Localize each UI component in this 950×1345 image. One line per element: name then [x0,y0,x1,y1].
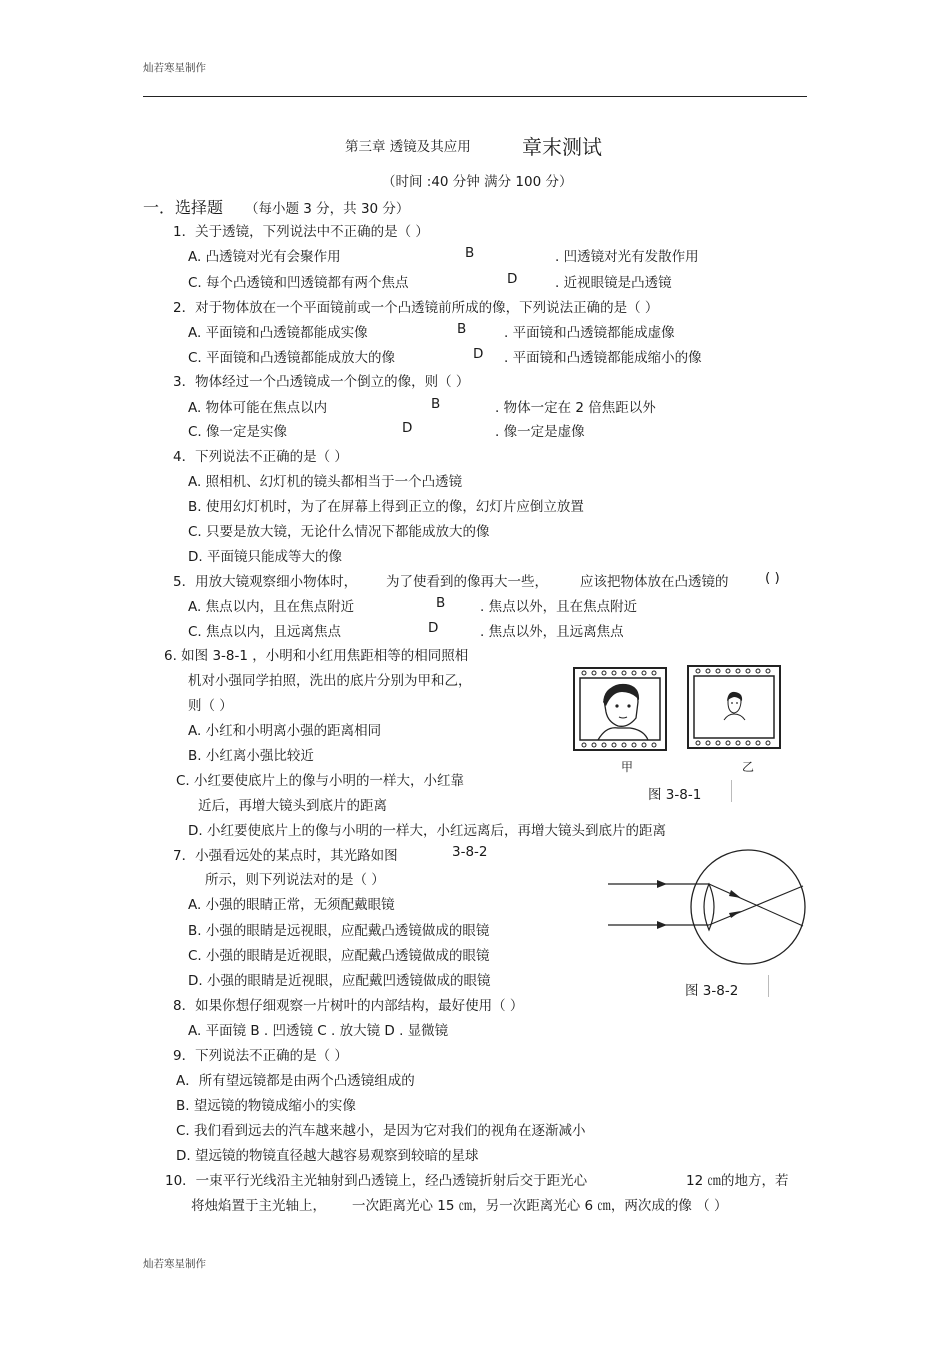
footer-watermark: 灿若寒星制作 [143,1258,206,1270]
q5-option-a: A. 焦点以内，且在焦点附近 [188,599,355,615]
q6-option-d: D. 小红要使底片上的像与小明的一样大，小红远离后，再增大镜头到底片的距离 [188,823,666,839]
q5-answer-paren: ( ) [765,570,780,586]
q7-option-b: B. 小强的眼睛是远视眼，应配戴凸透镜做成的眼镜 [188,923,490,939]
film-negatives-figure [570,660,790,760]
q1-option-c: C. 每个凸透镜和凹透镜都有两个焦点 [188,275,409,291]
q7-option-d: D. 小强的眼睛是近视眼，应配戴凹透镜做成的眼镜 [188,973,491,989]
q5-stem-part3: 应该把物体放在凸透镜的 [580,574,729,590]
q5-option-c: C. 焦点以内，且远离焦点 [188,624,342,640]
header-watermark: 灿若寒星制作 [143,62,206,74]
q4-option-b: B. 使用幻灯机时，为了在屏幕上得到正立的像，幻灯片应倒立放置 [188,499,584,515]
q9-option-c: C. 我们看到远去的汽车越来越小，是因为它对我们的视角在逐渐减小 [176,1123,586,1139]
q10-stem-line1a: 10．一束平行光线沿主光轴射到凸透镜上，经凸透镜折射后交于距光心 [165,1173,588,1189]
q1-option-b: . 凹透镜对光有发散作用 [555,249,699,265]
q4-option-d: D. 平面镜只能成等大的像 [188,549,342,565]
fig2-caption: 图 3-8-2 [685,983,739,999]
test-title: 章末测试 [522,135,602,159]
q7-option-c: C. 小强的眼睛是近视眼，应配戴凸透镜做成的眼镜 [188,948,490,964]
q5-option-d: . 焦点以外，且远离焦点 [480,624,624,640]
q1-option-d-letter: D [507,271,518,287]
q5-option-b: . 焦点以外，且在焦点附近 [480,599,638,615]
q6-stem-line1: 6. 如图 3-8-1 ，小明和小红用焦距相等的相同照相 [164,648,469,664]
q3-option-b: . 物体一定在 2 倍焦距以外 [495,400,656,416]
q3-option-d: . 像一定是虚像 [495,424,585,440]
q2-option-c: C. 平面镜和凸透镜都能成放大的像 [188,350,396,366]
q10-stem-line2a: 将烛焰置于主光轴上， [191,1198,326,1214]
q9-option-b: B. 望远镜的物镜成缩小的实像 [176,1098,356,1114]
q1-option-d: . 近视眼镜是凸透镜 [555,275,672,291]
q6-stem-line2: 机对小强同学拍照，洗出的底片分别为甲和乙， [188,673,472,689]
ray-arrow-top [657,880,667,888]
fig1-label-a: 甲 [621,760,634,774]
q7-stem-line1: 7．小强看远处的某点时，其光路如图 [173,848,398,864]
q9-stem: 9．下列说法不正确的是（ ） [173,1048,348,1064]
q1-option-b-letter: B [465,245,475,261]
q6-option-c-line2: 近后，再增大镜头到底片的距离 [198,798,387,814]
q2-option-a: A. 平面镜和凸透镜都能成实像 [188,325,368,341]
fig1-caption: 图 3-8-1 [648,787,702,803]
fig1-label-b: 乙 [742,760,755,774]
q7-figure-ref: 3-8-2 [452,844,488,860]
q6-option-c-line1: C. 小红要使底片上的像与小明的一样大，小红靠 [176,773,465,789]
q5-stem-part2: 为了使看到的像再大一些， [386,574,548,590]
ray-arrow-bottom [657,921,667,929]
fig1-divider [731,780,732,802]
chapter-title: 第三章 透镜及其应用 [345,139,471,155]
q4-option-a: A. 照相机、幻灯机的镜头都相当于一个凸透镜 [188,474,463,490]
q8-options: A. 平面镜 B . 凹透镜 C . 放大镜 D . 显微镜 [188,1023,449,1039]
q9-option-d: D. 望远镜的物镜直径越大越容易观察到较暗的星球 [176,1148,479,1164]
film-a [574,668,666,750]
q6-option-b: B. 小红离小强比较近 [188,748,314,764]
q5-option-d-letter: D [428,620,439,636]
q6-stem-line3: 则（ ） [188,698,233,714]
q3-stem: 3．物体经过一个凸透镜成一个倒立的像，则（ ） [173,374,470,390]
q9-option-a: A．所有望远镜都是由两个凸透镜组成的 [176,1073,415,1089]
q5-option-b-letter: B [436,595,446,611]
eyeball-outline [691,850,805,964]
header-rule [143,96,807,97]
test-subtitle: （时间 :40 分钟 满分 100 分） [382,174,573,190]
section-note: （每小题 3 分，共 30 分） [245,201,410,217]
q2-stem: 2．对于物体放在一个平面镜前或一个凸透镜前所成的像，下列说法正确的是（ ） [173,300,659,316]
q3-option-d-letter: D [402,420,413,436]
q2-option-b: . 平面镜和凸透镜都能成虚像 [504,325,675,341]
refracted-arrow-bottom [729,911,741,918]
q5-stem-part1: 5．用放大镜观察细小物体时， [173,574,358,590]
eye-ray-diagram [605,848,810,968]
refracted-arrow-top [729,890,741,898]
q8-stem: 8．如果你想仔细观察一片树叶的内部结构，最好使用（ ） [173,998,524,1014]
q2-option-d-letter: D [473,346,484,362]
q1-option-a: A. 凸透镜对光有会聚作用 [188,249,341,265]
q3-option-b-letter: B [431,396,441,412]
q10-stem-line2b: 一次距离光心 15 ㎝，另一次距离光心 6 ㎝，两次成的像 （ ） [352,1198,728,1214]
section-heading: 一．选择题 [143,198,224,217]
q4-stem: 4．下列说法不正确的是（ ） [173,449,348,465]
fig2-divider [768,975,769,997]
q6-option-a: A. 小红和小明离小强的距离相同 [188,723,382,739]
q3-option-c: C. 像一定是实像 [188,424,288,440]
q3-option-a: A. 物体可能在焦点以内 [188,400,328,416]
q1-stem: 1．关于透镜，下列说法中不正确的是（ ） [173,224,429,240]
q7-option-a: A. 小强的眼睛正常，无须配戴眼镜 [188,897,395,913]
q4-option-c: C. 只要是放大镜，无论什么情况下都能成放大的像 [188,524,490,540]
q7-stem-line2: 所示，则下列说法对的是（ ） [205,872,385,888]
film-b [688,666,780,748]
q2-option-b-letter: B [457,321,467,337]
q2-option-d: . 平面镜和凸透镜都能成缩小的像 [504,350,702,366]
q10-stem-line1b: 12 ㎝的地方，若 [686,1173,789,1189]
